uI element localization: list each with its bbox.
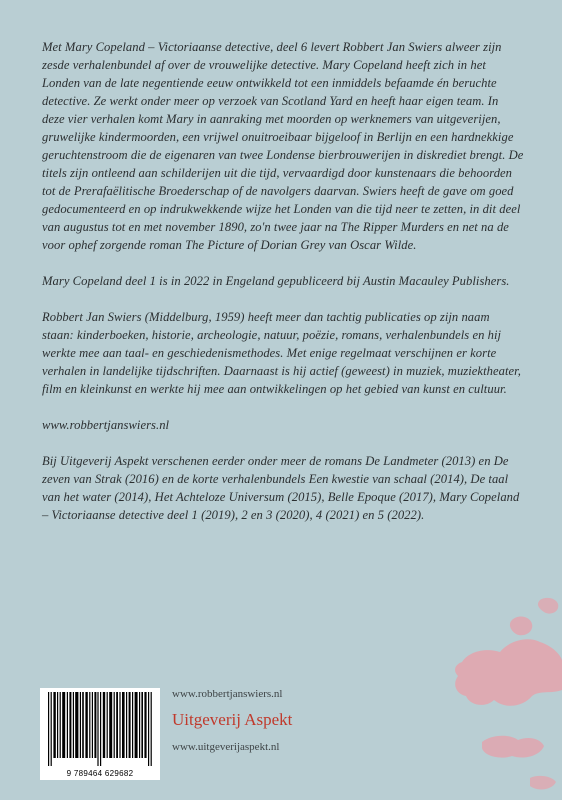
blurb-paragraph-author-bio: Robbert Jan Swiers (Middelburg, 1959) heeft meer dan tachtig publicaties op zijn naam staan: kinderboeken, historie, archeologie, natuur, poëzie, romans, verhalenbundels en hij werkte mee aan taal- en geschiedenismethodes. Met enige regelmaat verschijnen er korte verhalen in landelijke tijdschriften. Daarnaast is hij actief (geweest) in muziek, muziektheater, film en kleinkunst en werkte hij mee aan ontwikkelingen op het gebied van kunst en cultuur. (42, 310, 521, 396)
author-website-link[interactable]: www.robbertjanswiers.nl (42, 418, 170, 432)
barcode-bars (44, 692, 156, 766)
blurb-paragraph-bibliography: Bij Uitgeverij Aspekt verschenen eerder onder meer de romans De Landmeter (2013) en De zeven van Strak (2016) en de korte verhalenbundels Een kwestie van schaal (2014), De taal van het water (2014), Het Achteloze Universum (2015), Belle Epoque (2017), Mary Copeland – Victoriaanse detective deel 1 (2019), 2 en 3 (2020), 4 (2021) en 5 (2022). (42, 454, 520, 522)
paint-blot-small-1 (510, 617, 532, 636)
paint-blot-large (455, 639, 562, 706)
isbn-number: 9 789464 629682 (66, 769, 134, 778)
publisher-info (172, 687, 292, 754)
paint-blot-small-2 (538, 598, 558, 614)
blurb-paragraph-publication: Mary Copeland deel 1 is in 2022 in Engeland gepubliceerd bij Austin Macauley Publishers. (42, 274, 510, 288)
publisher-name: Uitgeverij Aspekt (172, 710, 293, 729)
paint-blot-small-3 (482, 736, 544, 758)
isbn-barcode (40, 688, 160, 780)
publisher-site-link[interactable]: www.uitgeverijaspekt.nl (172, 741, 280, 753)
blurb-paragraph-intro: Met Mary Copeland – Victoriaanse detective, deel 6 levert Robbert Jan Swiers alweer zijn zesde verhalenbundel af over de vrouwelijke detective. Mary Copeland heeft zich in het Londen van de late negentiende eeuw ontwikkeld tot een inmiddels befaamde én beruchte detective. Ze werkt onder meer op verzoek van Scotland Yard en heeft haar eigen team. In deze vier verhalen komt Mary in aanraking met moorden op werknemers van uitgeverijen, gruwelijke kindermoorden, een vrijwel onuitroeibaar bijgeloof in Berlijn en een hardnekkige geruchtenstroom die de eigenaren van twee Londense bierbrouwerijen in diskrediet brengt. De titels zijn ontleend aan schilderijen uit die tijd, vervaardigd door kunstenaars die behoorden tot de Prerafaëlitische Broederschap of de navolgers daarvan. Swiers heeft de gave om goed gedocumenteerd en op indrukwekkende wijze het Londen van die tijd neer te zetten, in dit deel van augustus tot en met november 1890, zo'n twee jaar na The Ripper Murders en net na de voor ophef zorgende roman The Picture of Dorian Grey van Oscar Wilde. (42, 40, 524, 252)
blurb-text (42, 38, 524, 542)
author-site-link[interactable]: www.robbertjanswiers.nl (172, 688, 283, 700)
paint-blot-small-4 (530, 776, 556, 790)
